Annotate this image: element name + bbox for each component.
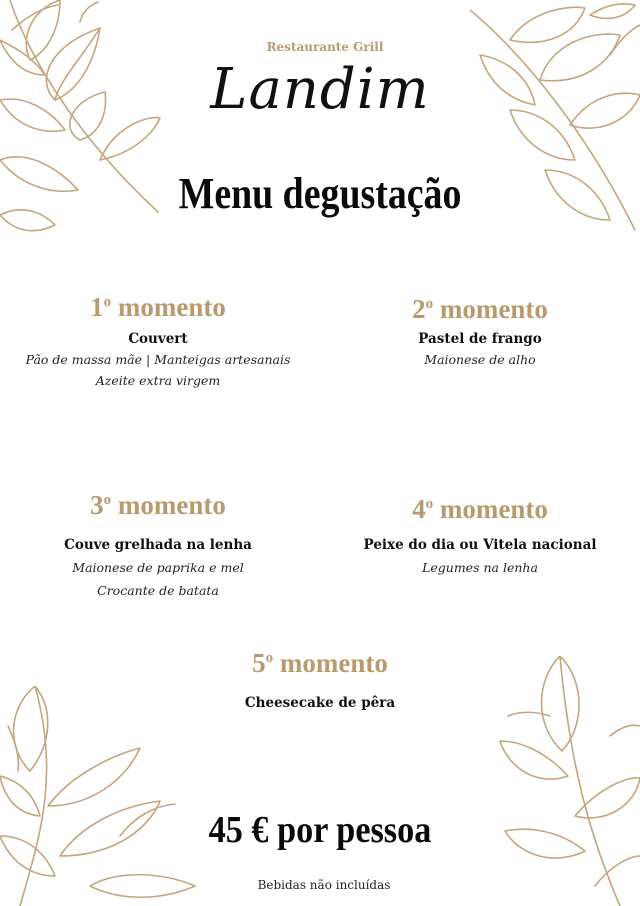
restaurant-logo-name: Landim <box>210 57 430 122</box>
course-dish: Pastel de frango <box>418 331 542 347</box>
course-dish: Cheesecake de pêra <box>244 695 396 711</box>
leaf-decoration-bottom-right <box>490 656 640 906</box>
course-4 <box>330 488 630 578</box>
price-per-person: 45 € por pessoa <box>208 809 432 851</box>
course-dish: Peixe do dia ou Vitela nacional <box>363 537 597 553</box>
course-heading: 4$^o$ momento <box>412 494 548 524</box>
course-description: Maionese de alho <box>424 352 536 367</box>
course-1 <box>0 286 316 391</box>
course-description: Legumes na lenha <box>422 560 538 575</box>
course-3 <box>0 484 316 601</box>
course-5 <box>170 642 470 713</box>
course-dish: Couve grelhada na lenha <box>64 537 252 553</box>
course-dish: Couvert <box>128 331 188 347</box>
drinks-note: Bebidas não incluídas <box>257 878 391 892</box>
course-description: Crocante de batata <box>97 583 219 598</box>
course-description: Pão de massa mãe | Manteigas artesanais <box>25 352 291 367</box>
course-heading: 5$^o$ momento <box>252 648 388 678</box>
leaf-decoration-bottom-left <box>0 686 200 906</box>
restaurant-type-label: Restaurante Grill <box>266 40 384 54</box>
course-heading: 3$^o$ momento <box>90 490 226 520</box>
course-description: Maionese de paprika e mel <box>72 560 244 575</box>
course-description: Azeite extra virgem <box>95 373 221 388</box>
course-heading: 1$^o$ momento <box>90 292 226 322</box>
menu-title: Menu degustação <box>178 169 462 218</box>
course-heading: 2$^o$ momento <box>412 294 548 324</box>
course-2 <box>330 288 630 370</box>
